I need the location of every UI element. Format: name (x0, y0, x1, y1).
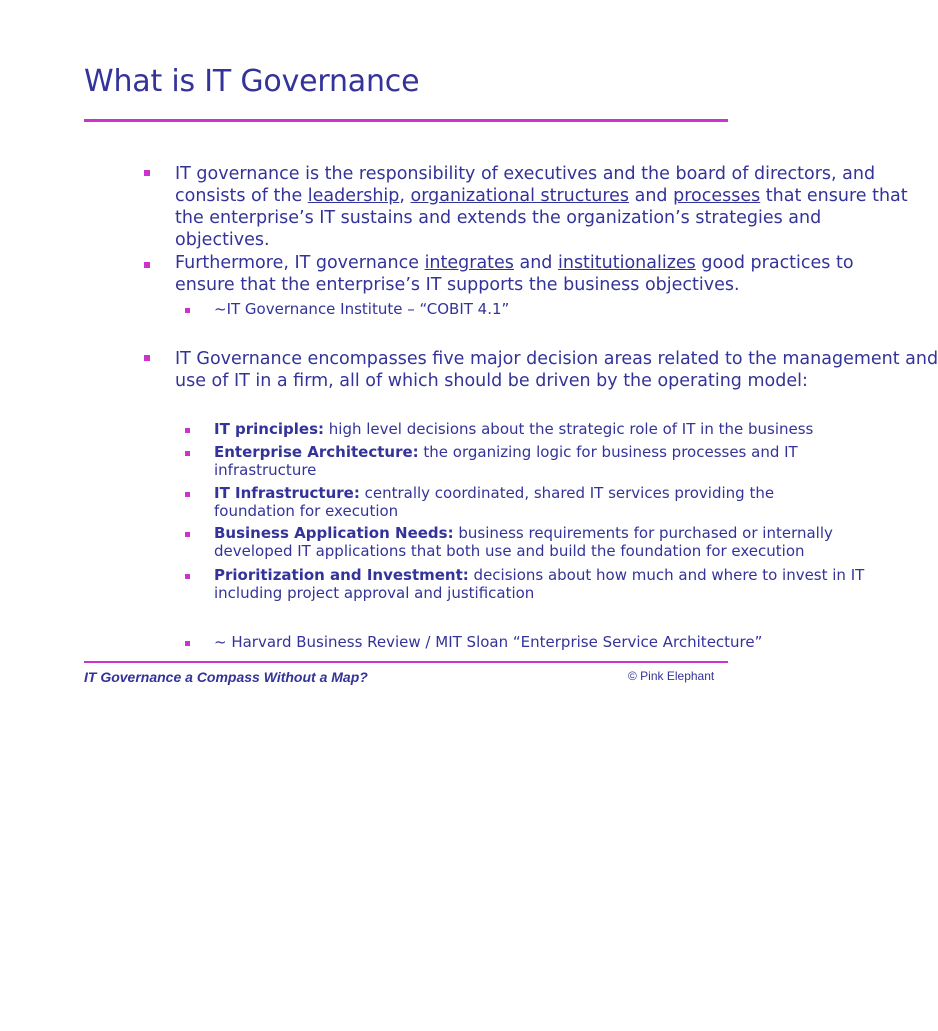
footer-copyright: © Pink Elephant (628, 669, 715, 683)
bullet-1-line-1: IT governance is the responsibility of executives and the board of directors, and (175, 164, 876, 184)
link-processes: processes (673, 186, 761, 206)
item-it-infrastructure: IT Infrastructure: centrally coordinated, shared IT services providing the (214, 484, 775, 502)
bullet-2-line-1: Furthermore, IT governance integrates and institutionalizes good practices to (175, 253, 854, 273)
page-title: What is IT Governance (84, 64, 420, 99)
item-business-application-needs: Business Application Needs: business requirements for purchased or internally (214, 524, 833, 542)
sub-bullet-square-icon (185, 574, 190, 579)
item-it-infrastructure-cont: foundation for execution (214, 502, 399, 520)
item-prioritization-investment-cont: including project approval and justification (214, 584, 535, 602)
sub-bullet-square-icon (185, 492, 190, 497)
bullet-1-line-2: consists of the leadership, organizational structures and processes that ensure that (175, 186, 908, 206)
link-organizational-structures: organizational structures (410, 186, 630, 206)
bullet-1-line-4: objectives. (175, 230, 270, 250)
sub-bullet-square-icon (185, 428, 190, 433)
link-integrates: integrates (424, 253, 514, 273)
footer-divider (84, 661, 728, 663)
link-leadership: leadership (307, 186, 400, 206)
sub-bullet-square-icon (185, 308, 190, 313)
bullet-3-line-2: use of IT in a firm, all of which should be driven by the operating model: (175, 371, 808, 391)
item-business-application-needs-cont: developed IT applications that both use and build the foundation for execution (214, 542, 805, 560)
item-prioritization-investment: Prioritization and Investment: decisions about how much and where to invest in IT (214, 566, 865, 584)
item-enterprise-architecture-cont: infrastructure (214, 461, 317, 479)
item-enterprise-architecture: Enterprise Architecture: the organizing logic for business processes and IT (214, 443, 798, 461)
bullet-2-line-2: ensure that the enterprise’s IT supports the business objectives. (175, 275, 740, 295)
footer-title: IT Governance a Compass Without a Map? (84, 669, 368, 685)
bullet-3-line-1: IT Governance encompasses five major decision areas related to the management and (175, 349, 938, 369)
sub-bullet-square-icon (185, 451, 190, 456)
bullet-square-icon (144, 262, 150, 268)
bullet-1-line-3: the enterprise’s IT sustains and extends the organization’s strategies and (175, 208, 822, 228)
bullet-square-icon (144, 170, 150, 176)
sub-bullet-square-icon (185, 532, 190, 537)
bullet-square-icon (144, 355, 150, 361)
citation-hbr-mit: ~ Harvard Business Review / MIT Sloan “Enterprise Service Architecture” (214, 633, 763, 651)
sub-bullet-square-icon (185, 641, 190, 646)
citation-cobit: ~IT Governance Institute – “COBIT 4.1” (214, 300, 510, 318)
link-institutionalizes: institutionalizes (557, 253, 696, 273)
item-it-principles: IT principles: high level decisions about the strategic role of IT in the business (214, 420, 814, 438)
